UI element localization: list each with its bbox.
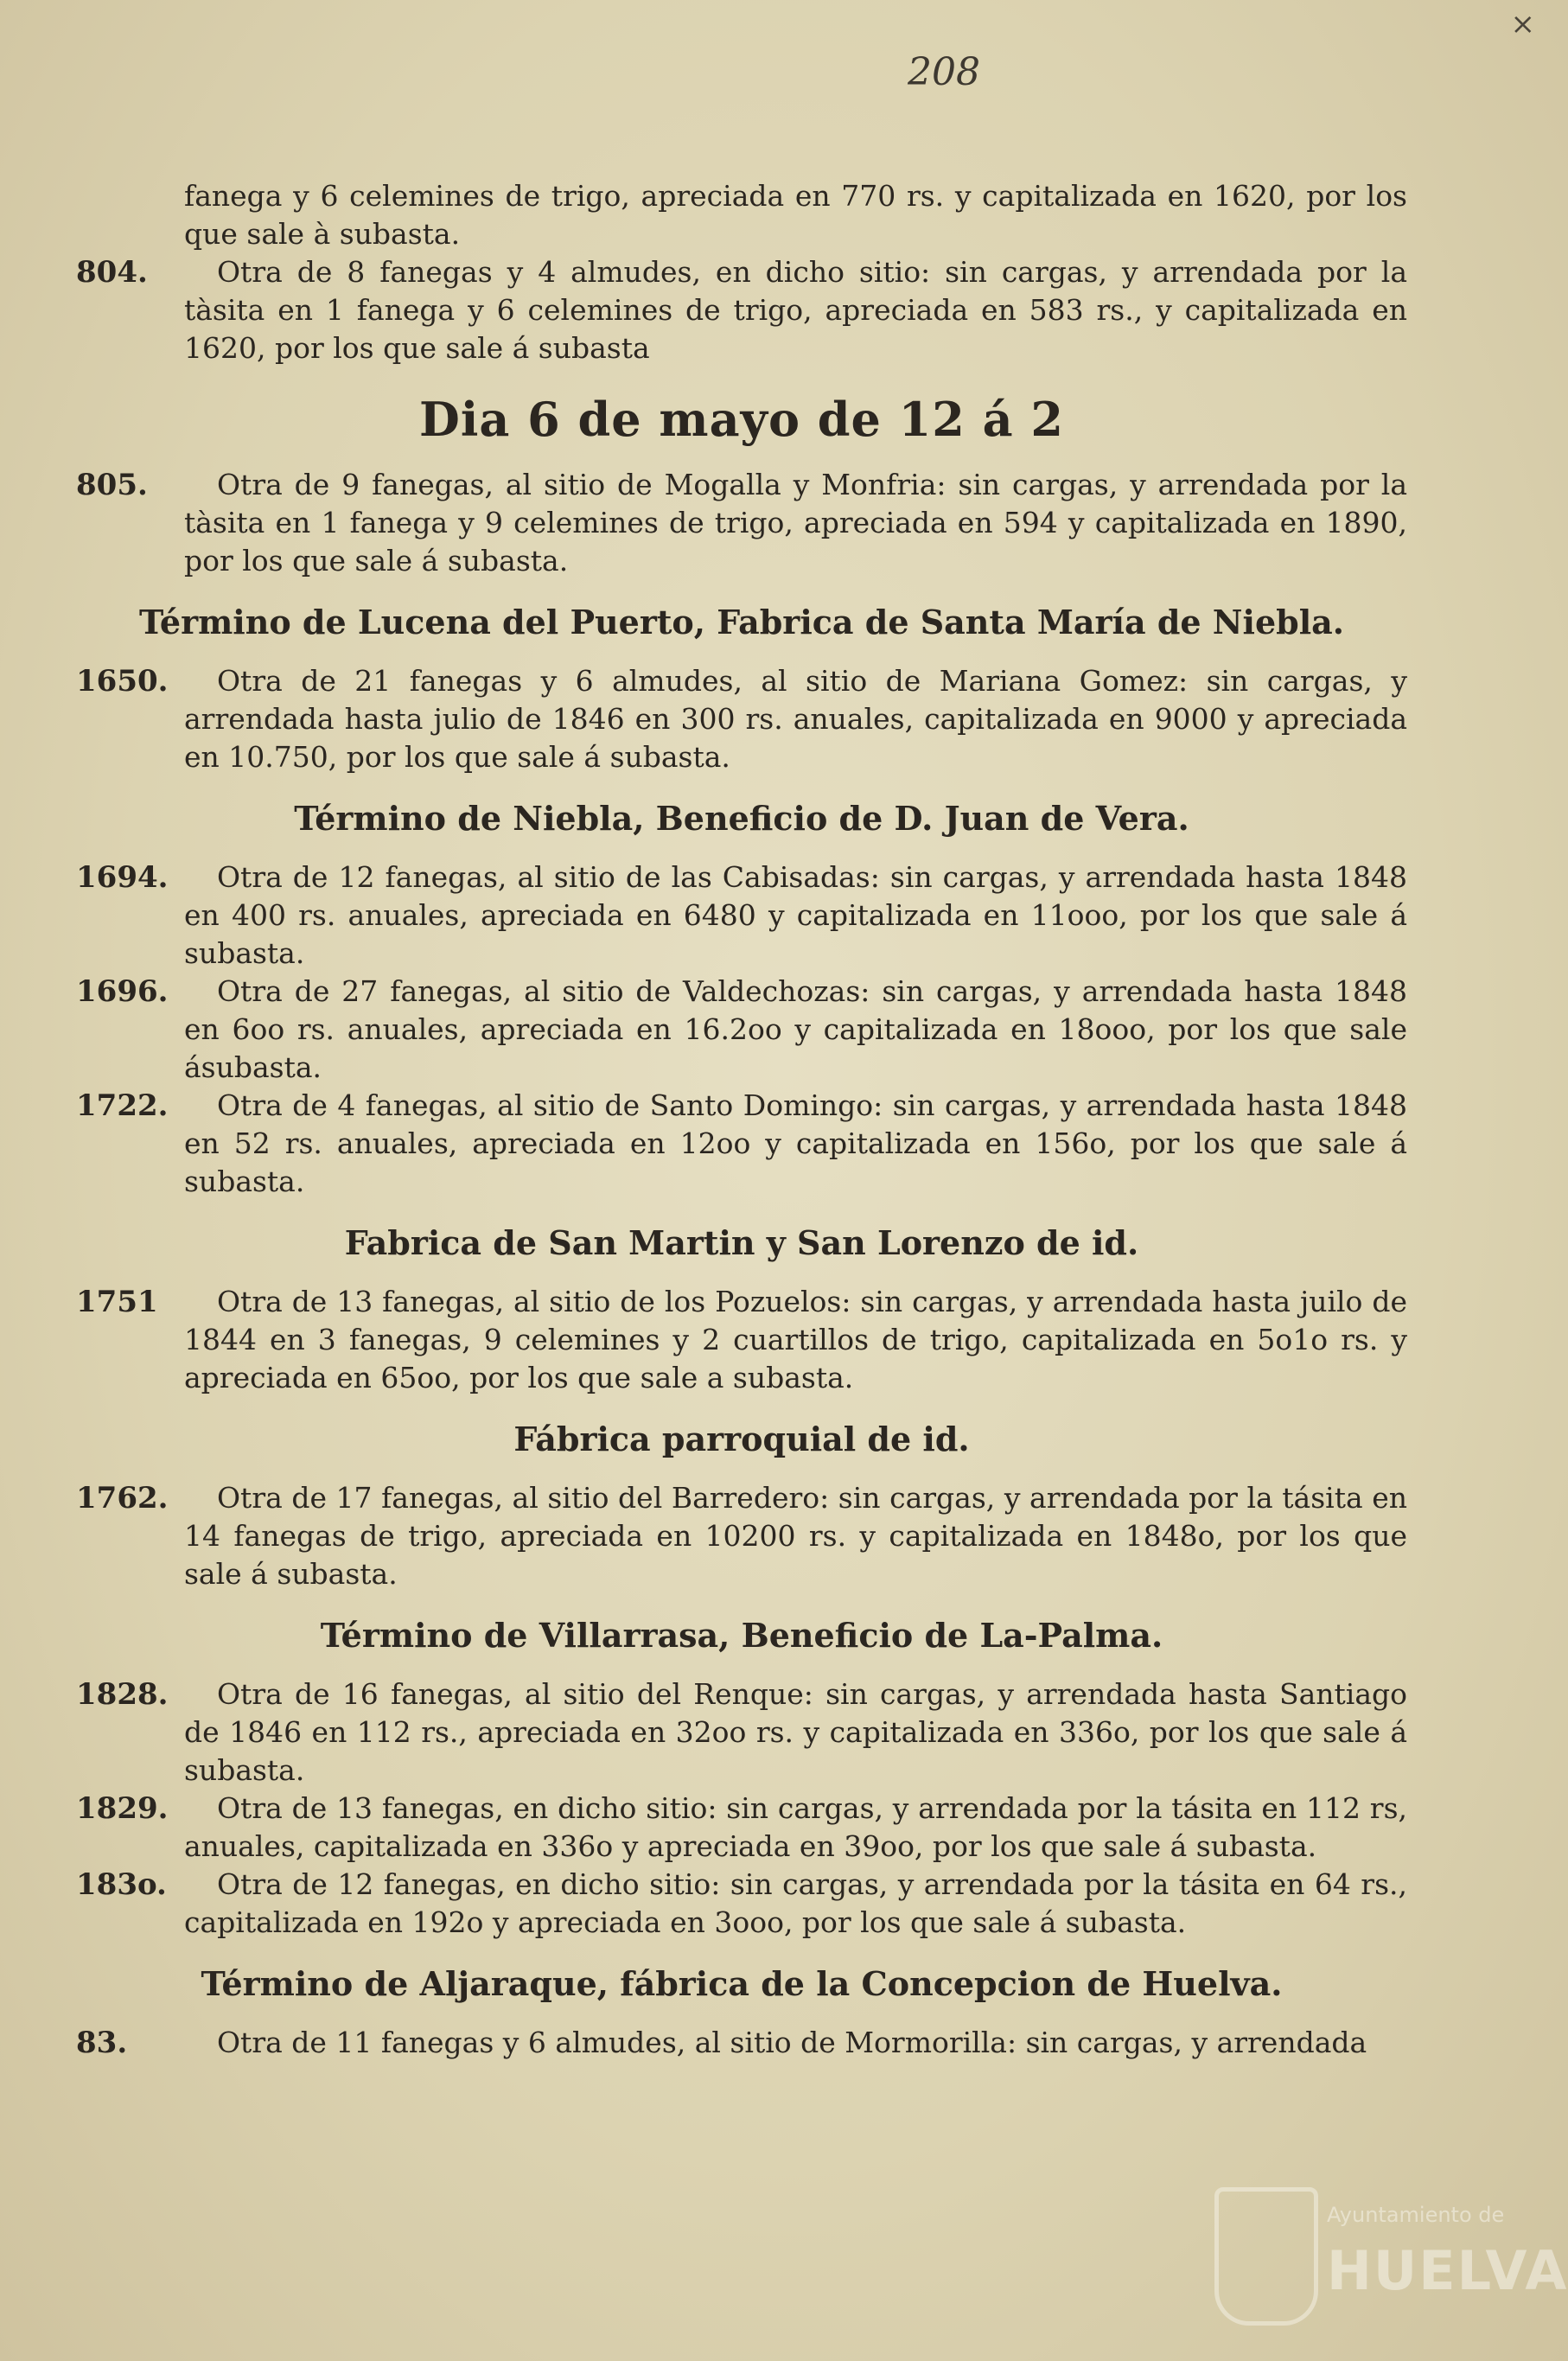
list-item	[76, 2024, 1407, 2062]
watermark-big-text: HUELVA	[1327, 2239, 1568, 2302]
list-item	[76, 466, 1407, 580]
entry-number: 1829.	[76, 1791, 169, 1826]
entry-group-c	[76, 662, 1407, 776]
watermark-small-text: Ayuntamiento de	[1327, 2203, 1505, 2227]
section-heading-aljaraque: Término de Aljaraque, fábrica de la Concepcion de Huelva.	[201, 1964, 1283, 2003]
entry-text: Otra de 8 fanegas y 4 almudes, en dicho sitio: sin cargas, y arrendada por la tàsita en 1 fanega y 6 celemines de trigo, apreciada en 583 rs., y capitalizada en 1620, por los que sale á subasta	[184, 255, 1407, 365]
entry-text: Otra de 13 fanegas, en dicho sitio: sin cargas, y arrendada por la tásita en 112 rs, anuales, capitalizada en 336o y apreciada en 39oo, por los que sale á subasta.	[184, 1791, 1407, 1863]
entry-number: 805.	[76, 468, 148, 502]
list-item	[76, 1479, 1407, 1593]
section-heading-niebla: Término de Niebla, Beneficio de D. Juan de Vera.	[294, 799, 1189, 838]
entry-text: Otra de 21 fanegas y 6 almudes, al sitio de Mariana Gomez: sin cargas, y arrendada hasta julio de 1846 en 300 rs. anuales, capitalizada en 9000 y apreciada en 10.750, por los que sale á subasta.	[184, 664, 1407, 774]
entry-text: Otra de 27 fanegas, al sitio de Valdechozas: sin cargas, y arrendada hasta 1848 en 6oo rs. anuales, apreciada en 16.2oo y capitalizada en 18ooo, por los que sale ásubasta.	[184, 974, 1407, 1084]
corner-mark: ×	[1510, 7, 1535, 41]
list-item	[76, 1087, 1407, 1201]
entry-number: 1751	[76, 1285, 158, 1319]
entry-group-d	[76, 858, 1407, 1201]
list-item	[76, 253, 1407, 367]
continuation-text: fanega y 6 celemines de trigo, apreciada en 770 rs. y capitalizada en 1620, por los que sale à subasta.	[184, 179, 1407, 251]
entry-number: 804.	[76, 255, 148, 290]
list-item	[76, 858, 1407, 973]
entry-text: Otra de 17 fanegas, al sitio del Barredero: sin cargas, y arrendada por la tásita en 14 fanegas de trigo, apreciada en 10200 rs. y capitalizada en 1848o, por los que sale á subasta.	[184, 1481, 1407, 1591]
list-item	[76, 1866, 1407, 1942]
list-item	[76, 1283, 1407, 1397]
entry-number: 1828.	[76, 1677, 169, 1712]
entry-group-e	[76, 1283, 1407, 1397]
entry-number: 1696.	[76, 974, 169, 1009]
entry-text: Otra de 16 fanegas, al sitio del Renque: sin cargas, y arrendada hasta Santiago de 1846 en 112 rs., apreciada en 32oo rs. y capitalizada en 336o, por los que sale á subasta.	[184, 1677, 1407, 1787]
section-heading-san-martin: Fabrica de San Martin y San Lorenzo de id.	[344, 1223, 1139, 1262]
entry-group-h	[76, 2024, 1407, 2062]
entry-text: Otra de 11 fanegas y 6 almudes, al sitio de Mormorilla: sin cargas, y arrendada	[217, 2026, 1367, 2059]
list-item	[76, 1675, 1407, 1790]
section-heading-lucena: Término de Lucena del Puerto, Fabrica de Santa María de Niebla.	[138, 603, 1345, 641]
entry-text: Otra de 13 fanegas, al sitio de los Pozuelos: sin cargas, y arrendada hasta juilo de 1844 en 3 fanegas, 9 celemines y 2 cuartillos de trigo, capitalizada en 5o1o rs. y apreciada en 65oo, por los que sale a subasta.	[184, 1285, 1407, 1394]
document-body	[76, 177, 1407, 2062]
ayuntamiento-huelva-watermark	[1214, 2187, 1568, 2326]
section-heading-villarrasa: Término de Villarrasa, Beneficio de La-Palma.	[320, 1616, 1163, 1655]
handwritten-folio-number: 208	[908, 50, 980, 94]
entry-number: 83.	[76, 2026, 128, 2060]
entry-text: Otra de 12 fanegas, en dicho sitio: sin cargas, y arrendada por la tásita en 64 rs., capitalizada en 192o y apreciada en 3ooo, por los que sale á subasta.	[184, 1867, 1407, 1939]
list-item	[76, 1790, 1407, 1866]
entry-number: 1722.	[76, 1088, 169, 1123]
shield-icon	[1214, 2187, 1318, 2326]
entry-text: Otra de 12 fanegas, al sitio de las Cabisadas: sin cargas, y arrendada hasta 1848 en 400 rs. anuales, apreciada en 6480 y capitalizada en 11ooo, por los que sale á subasta.	[184, 860, 1407, 970]
list-item	[76, 973, 1407, 1087]
entry-number: 1694.	[76, 860, 169, 895]
entry-text: Otra de 9 fanegas, al sitio de Mogalla y Monfria: sin cargas, y arrendada por la tàsita en 1 fanega y 9 celemines de trigo, apreciada en 594 y capitalizada en 1890, por los que sale á subasta.	[184, 468, 1407, 577]
entry-group-g	[76, 1675, 1407, 1942]
entry-number: 1650.	[76, 664, 169, 699]
list-item	[76, 662, 1407, 776]
entry-group-f	[76, 1479, 1407, 1593]
entry-text: Otra de 4 fanegas, al sitio de Santo Domingo: sin cargas, y arrendada hasta 1848 en 52 rs. anuales, apreciada en 12oo y capitalizada en 156o, por los que sale á subasta.	[184, 1088, 1407, 1198]
entry-number: 183o.	[76, 1867, 167, 1902]
entry-group-b	[76, 466, 1407, 580]
entry-group-a	[76, 253, 1407, 367]
day-heading: Dia 6 de mayo de 12 á 2	[419, 392, 1064, 447]
section-heading-parroquial: Fábrica parroquial de id.	[513, 1420, 970, 1458]
entry-number: 1762.	[76, 1481, 169, 1516]
